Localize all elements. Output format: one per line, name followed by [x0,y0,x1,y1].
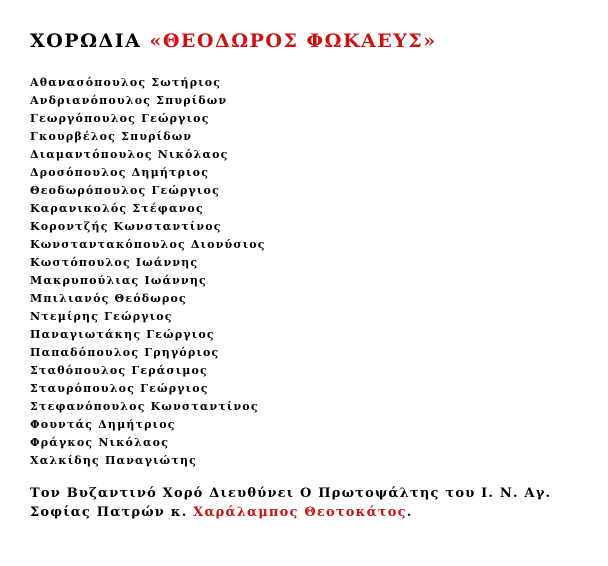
director-note [30,484,590,522]
member-name: Κοροντζής Κωνσταντίνος [30,220,222,233]
member-name: Κωνσταντακόπουλος Διονύσιος [30,238,266,251]
member-name: Γεωργόπουλος Γεώργιος [30,112,210,125]
director-note-line2 [30,503,590,522]
member-name: Κωστόπουλος Ιωάννης [30,256,199,269]
member-name: Στεφανόπουλος Κωνσταντίνος [30,400,259,413]
member-name: Σταυρόπουλος Γεώργιος [30,382,209,395]
members-list [30,74,590,470]
director-note-line2-prefix: Σοφίας Πατρών κ. [30,505,194,520]
member-name: Αθανασόπουλος Σωτήριος [30,76,222,89]
member-name: Φράγκος Νικόλαος [30,436,170,449]
member-name: Φουντάς Δημήτριος [30,418,176,431]
member-name: Καρανικολός Στέφανος [30,202,204,215]
member-name: Διαμαντόπουλος Νικόλαος [30,148,229,161]
member-name: Ανδριανόπουλος Σπυρίδων [30,94,228,107]
title-prefix: ΧΟΡΩΔΙΑ [30,30,142,52]
choir-title [30,28,590,54]
member-name: Μπιλιανός Θεόδωρος [30,292,187,305]
director-name: Χαράλαμπος Θεοτοκάτος [193,505,407,520]
member-name: Μακρυπούλιας Ιωάννης [30,274,207,287]
member-name: Δροσόπουλος Δημήτριος [30,166,210,179]
member-name: Χαλκίδης Παναγιώτης [30,454,198,467]
member-name: Γκουρβέλος Σπυρίδων [30,130,193,143]
member-name: Παναγιωτάκης Γεώργιος [30,328,215,341]
director-note-line2-suffix: . [406,505,413,520]
director-note-line1: Τον Βυζαντινό Χορό Διευθύνει Ο Πρωτοψάλτης του Ι. Ν. Αγ. [30,486,552,501]
member-name: Θεοδωρόπουλος Γεώργιος [30,184,220,197]
document-page [30,28,590,522]
member-name: Σταθόπουλος Γεράσιμος [30,364,208,377]
member-name: Παπαδόπουλος Γρηγόριος [30,346,220,359]
member-name: Ντεμίρης Γεώργιος [30,310,173,323]
title-choir-name: «ΘΕΟΔΩΡΟΣ ΦΩΚΑΕΥΣ» [149,30,437,52]
